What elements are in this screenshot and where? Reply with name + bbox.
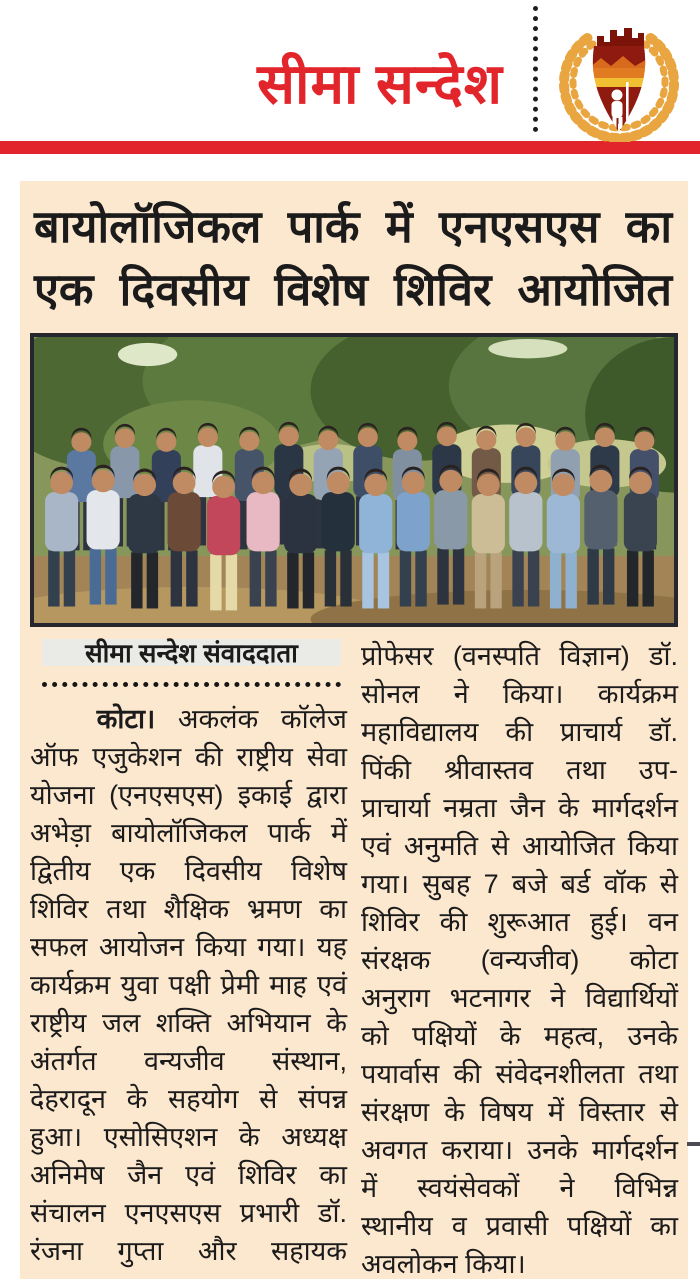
text-line: सफल आयोजन किया गया। यह bbox=[30, 932, 347, 962]
text-line: राष्ट्रीय जल शक्ति अभियान के bbox=[30, 1008, 347, 1038]
edge-mark bbox=[687, 1142, 700, 1146]
text-line: हुआ। एसोसिएशन के अध्यक्ष bbox=[30, 1122, 347, 1152]
text-line: को पक्षियों के महत्व, उनके bbox=[361, 1021, 678, 1051]
masthead-rule bbox=[0, 141, 700, 154]
text-line: एवं अनुमति से आयोजित किया bbox=[361, 831, 678, 861]
text-line: देहरादून के सहयोग से संपन्न bbox=[30, 1084, 347, 1114]
headline-line2: एक दिवसीय विशेष शिविर आयोजित bbox=[34, 264, 672, 315]
text-line: पयार्वास की संवेदनशीलता तथा bbox=[361, 1059, 678, 1089]
text-line: द्वितीय एक दिवसीय विशेष bbox=[30, 856, 347, 886]
pen-nib-emblem-icon bbox=[544, 6, 694, 142]
text-line: संचालन एनएसएस प्रभारी डॉ. bbox=[30, 1198, 347, 1228]
article-photo bbox=[30, 333, 678, 627]
text-line: शिविर तथा शैक्षिक भ्रमण का bbox=[30, 894, 347, 924]
group-photo-illustration bbox=[34, 337, 674, 623]
text-line: अनिमेष जैन एवं शिविर का bbox=[30, 1160, 347, 1190]
text-line: अवलोकन किया। bbox=[361, 1249, 526, 1279]
text-line: गया। सुबह 7 बजे बर्ड वॉक से bbox=[361, 869, 678, 899]
text-line: पिंकी श्रीवास्तव तथा उप- bbox=[361, 755, 678, 785]
text-line: महाविद्यालय की प्राचार्य डॉ. bbox=[361, 717, 678, 747]
left-column-lines bbox=[30, 738, 347, 1270]
text-line: सोनल ने किया। कार्यक्रम bbox=[361, 679, 678, 709]
byline bbox=[42, 639, 341, 666]
article-columns bbox=[28, 637, 680, 1280]
text-line: संरक्षक (वन्यजीव) कोटा bbox=[361, 945, 678, 975]
text-line bbox=[30, 700, 347, 738]
text-line: रंजना गुप्ता और सहायक bbox=[30, 1236, 347, 1266]
text-line: अनुराग भटनागर ने विद्यार्थियों bbox=[361, 983, 678, 1013]
byline-text: सीमा सन्देश संवाददाता bbox=[85, 638, 298, 668]
right-column-lines bbox=[361, 637, 678, 1280]
masthead bbox=[0, 0, 700, 141]
text-line: अभेड़ा बायोलॉजिकल पार्क में bbox=[30, 818, 347, 848]
text-line: कार्यक्रम युवा पक्षी प्रेमी माह एवं bbox=[30, 970, 347, 1000]
text-line: अवगत कराया। उनके मार्गदर्शन bbox=[361, 1135, 678, 1165]
first-line-text: अकलंक कॉलेज bbox=[177, 704, 347, 734]
left-column bbox=[30, 637, 347, 1280]
text-line: संरक्षण के विषय में विस्तार से bbox=[361, 1097, 678, 1127]
text-line: प्राचार्या नम्रता जैन के मार्गदर्शन bbox=[361, 793, 678, 823]
text-line: योजना (एनएसएस) इकाई द्वारा bbox=[30, 780, 347, 810]
newspaper-title: सीमा सन्देश bbox=[257, 52, 503, 115]
text-line: शिविर की शुरूआत हुई। वन bbox=[361, 907, 678, 937]
article-clip bbox=[20, 181, 688, 1279]
dotted-rule bbox=[42, 682, 341, 687]
headline-line1: बायोलॉजिकल पार्क में एनएसएस का bbox=[34, 201, 672, 252]
text-line: ऑफ एजुकेशन की राष्ट्रीय सेवा bbox=[30, 742, 347, 772]
right-column bbox=[361, 637, 678, 1280]
text-line: स्थानीय व प्रवासी पक्षियों का bbox=[361, 1211, 678, 1241]
article-headline bbox=[28, 189, 680, 329]
text-line: प्रोफेसर (वनस्पति विज्ञान) डॉ. bbox=[361, 641, 678, 671]
dateline: कोटा। bbox=[96, 704, 156, 734]
newspaper-logo bbox=[538, 0, 700, 141]
text-line: में स्वयंसेवकों ने विभिन्न bbox=[361, 1173, 678, 1203]
text-line: अंतर्गत वन्यजीव संस्थान, bbox=[30, 1046, 347, 1076]
